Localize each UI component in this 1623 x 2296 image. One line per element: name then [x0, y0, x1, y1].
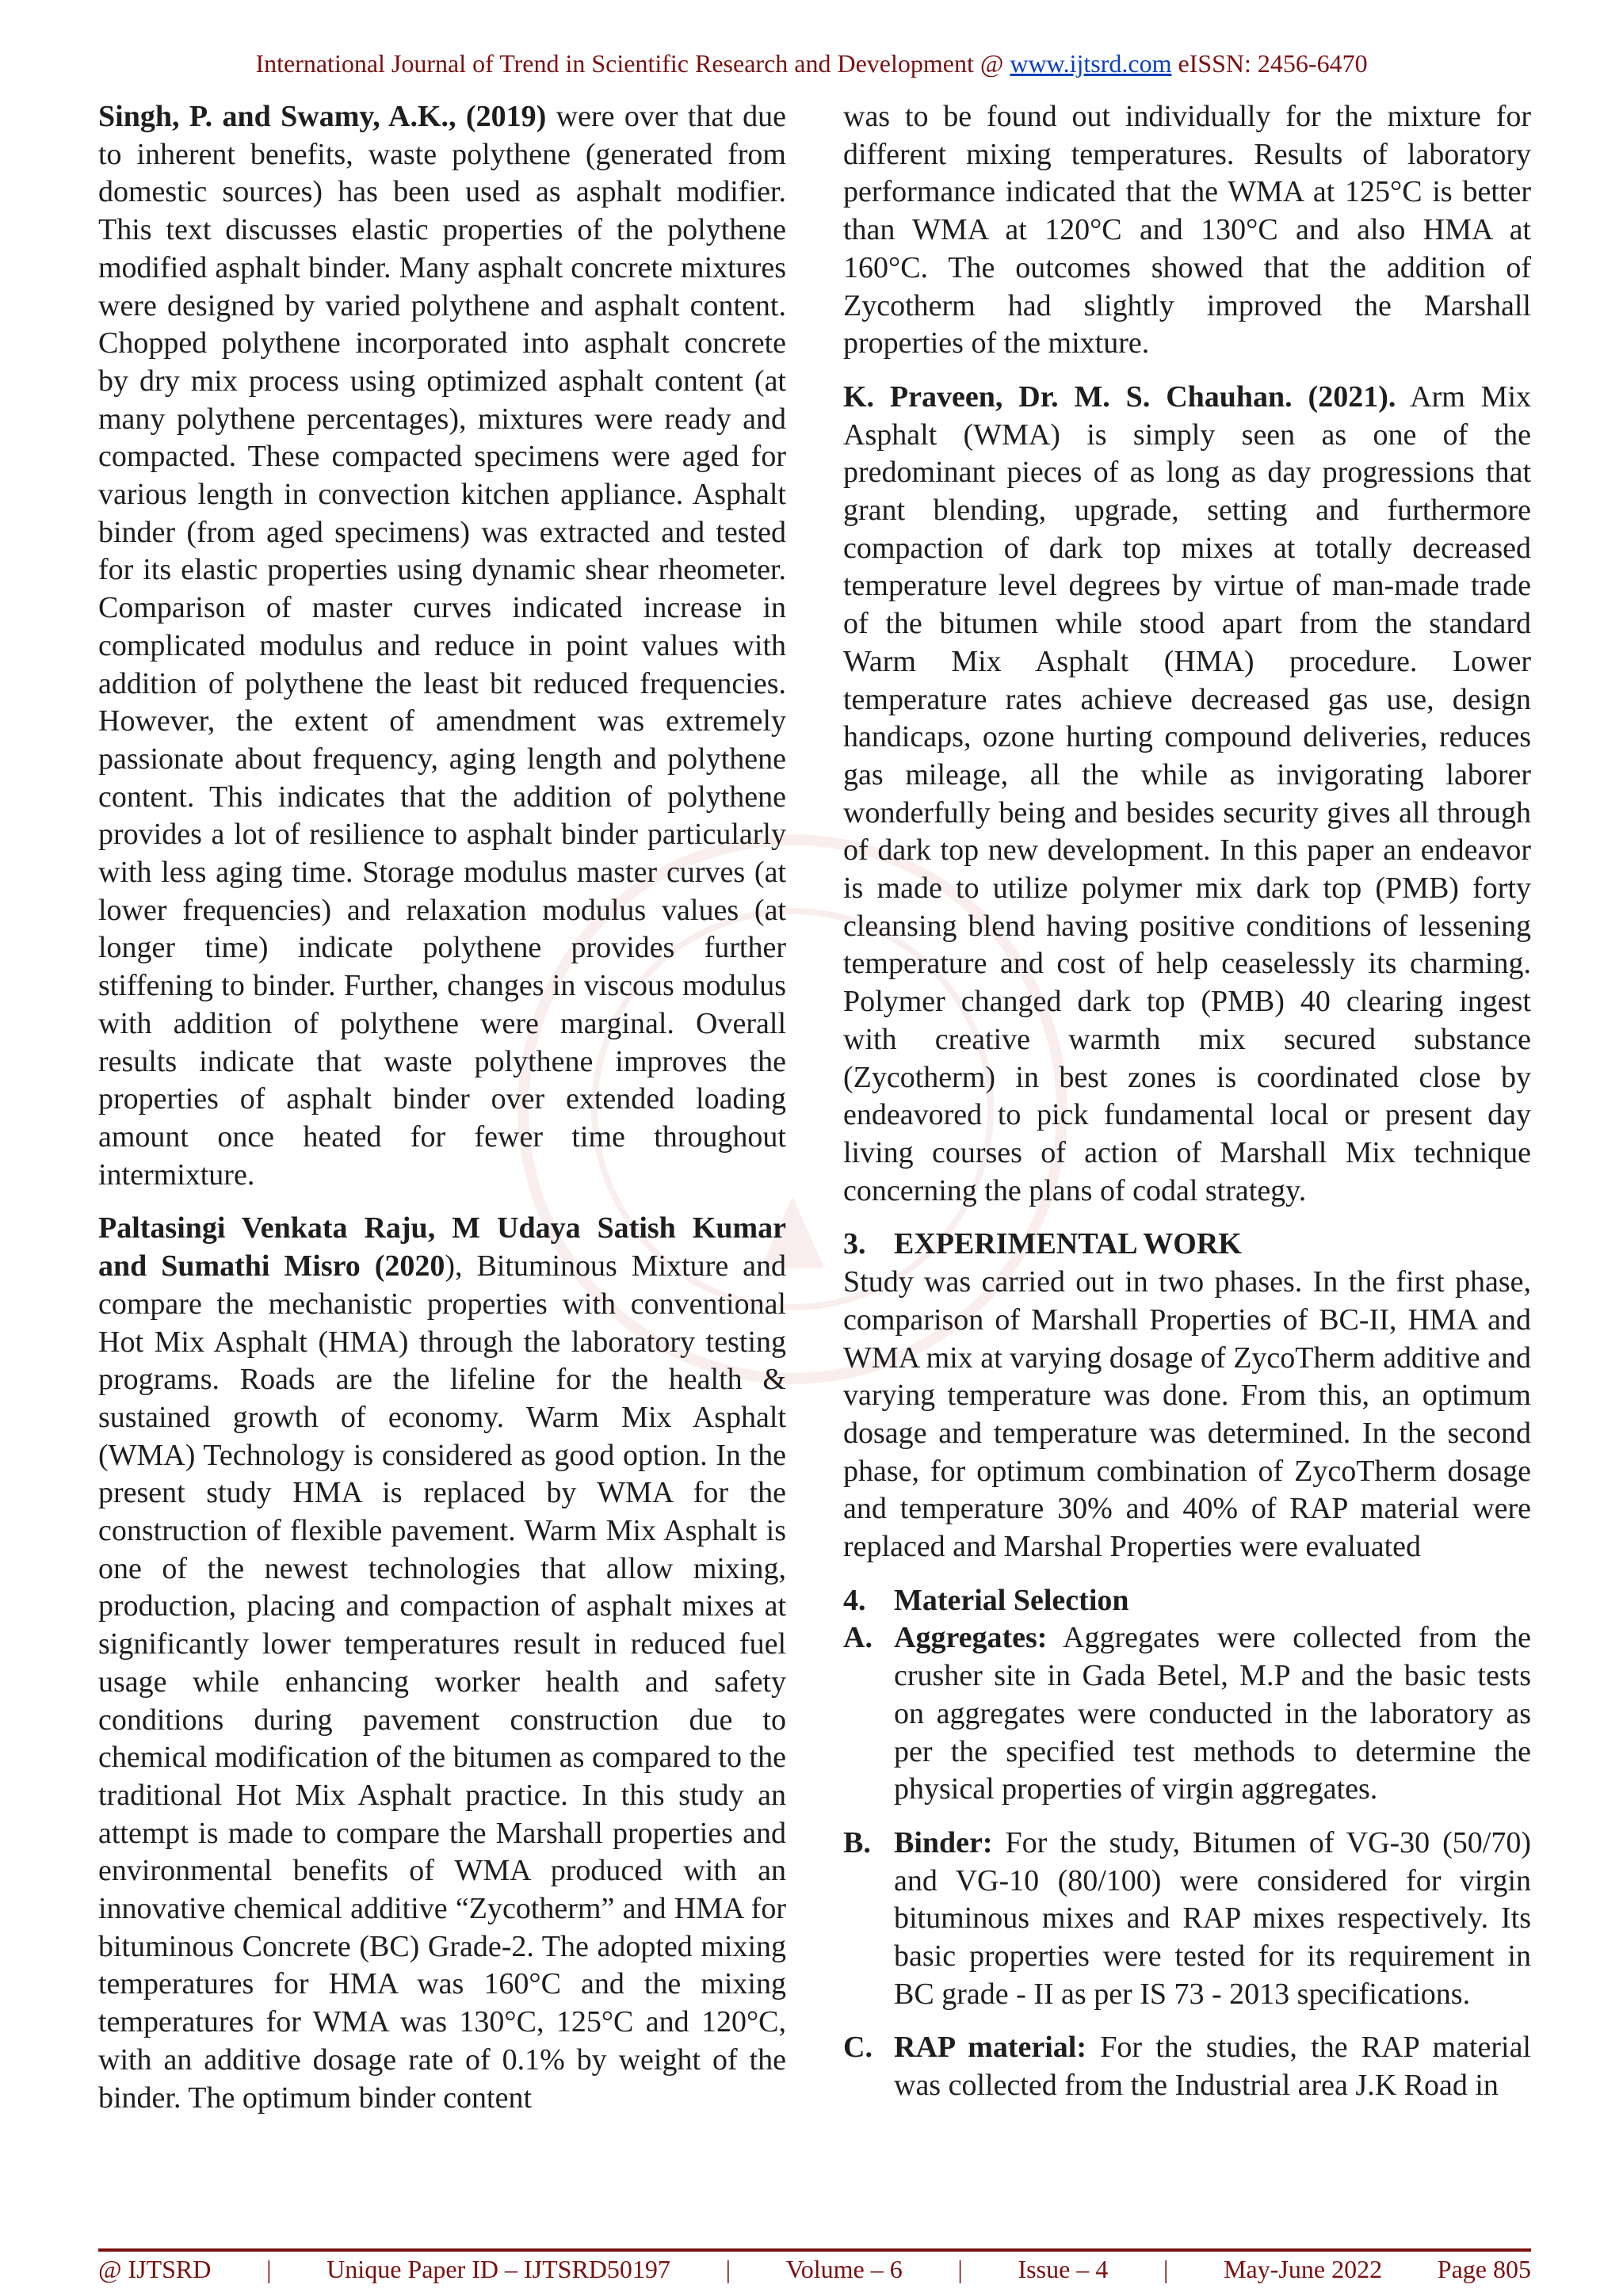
footer-paper-id: Unique Paper ID – IJTSRD50197 [327, 2255, 670, 2283]
footer-date: May-June 2022 [1224, 2255, 1383, 2283]
header-prefix: International Journal of Trend in Scientific Research and Development @ [255, 49, 1010, 78]
footer-issue: Issue – 4 [1018, 2255, 1109, 2283]
paragraph-continuation: was to be found out individually for the mixture for different mixing temperatures. Results of laboratory performance indicated that the WMA at 125°C is better than WMA at 120°C and 130°C and also HMA at 160°C. The outcomes showed that the addition of Zycotherm had slightly improved the Marshall properties of the mixture. [843, 100, 1531, 360]
footer-separator: | [725, 2255, 731, 2283]
running-header [0, 49, 1623, 78]
section-heading-material-selection [843, 1582, 1531, 1620]
citation-singh-swamy: Singh, P. and Swamy, A.K., (2019) [98, 100, 547, 133]
list-item-text: Aggregates were collected from the crusher site in Gada Betel, M.P and the basic tests on aggregates were conducted in the laboratory as per the specified test methods to determine the physical properties of virgin aggregates. [894, 1621, 1531, 1806]
list-item-body [894, 1825, 1531, 2014]
paragraph-experimental-work: Study was carried out in two phases. In the first phase, comparison of Marshall Properties of BC-II, HMA and WMA mix at varying dosage of ZycoTherm additive and varying temperature was done. From this, an optimum dosage and temperature was determined. In the second phase, for optimum combination of ZycoTherm dosage and temperature 30% and 40% of RAP material were replaced and Marshal Properties were evaluated [843, 1265, 1531, 1564]
paragraph-paltasingi [98, 1210, 786, 2117]
list-item-heading: RAP material: [894, 2031, 1087, 2065]
header-suffix: eISSN: 2456-6470 [1171, 49, 1368, 78]
list-item-label: A. [843, 1621, 873, 1655]
footer-separator: | [1163, 2255, 1169, 2283]
footer-page-number: Page 805 [1437, 2255, 1531, 2283]
section-title: EXPERIMENTAL WORK [894, 1227, 1242, 1261]
list-item-binder [843, 1825, 1531, 2014]
list-item-text: For the studies, the RAP material was collected from the Industrial area J.K Road in [894, 2031, 1531, 2103]
section-heading-experimental-work [843, 1226, 1531, 1264]
section-title: Material Selection [894, 1583, 1129, 1617]
list-item-rap-material [843, 2029, 1531, 2104]
journal-url-link[interactable]: www.ijtsrd.com [1010, 49, 1172, 78]
list-item-text: For the study, Bitumen of VG-30 (50/70) and VG-10 (80/100) were considered for virgin bituminous mixes and RAP mixes respectively. Its basic properties were tested for its requirement in BC grade - II as per IS 73 - 2013 specifications. [894, 1825, 1531, 2011]
footer-volume: Volume – 6 [785, 2255, 903, 2283]
right-column [843, 98, 1531, 2121]
footer-divider [98, 2248, 1531, 2252]
footer-separator: | [957, 2255, 963, 2283]
list-item-heading: Aggregates: [894, 1621, 1048, 1655]
paragraph-singh-swamy [98, 98, 786, 1194]
section-number: 4. [843, 1583, 866, 1617]
section-number: 3. [843, 1227, 866, 1261]
list-item-aggregates [843, 1619, 1531, 1809]
list-item-body [894, 1619, 1531, 1809]
text-singh-swamy: were over that due to inherent benefits, waste polythene (generated from domestic sources) has been used as asphalt modifier. This text discusses elastic properties of the polythene modified asphalt binder. Many asphalt concrete mixtures were designed by varied polythene and asphalt content. Chopped polythene incorporated into asphalt concrete by dry mix process using optimized asphalt content (at many polythene percentages), mixtures were ready and compacted. These compacted specimens were aged for various length in convection kitchen appliance. Asphalt binder (from aged specimens) was extracted and tested for its elastic properties using dynamic shear rheometer. Comparison of master curves indicated increase in complicated modulus and reduce in point values with addition of polythene the least bit reduced frequencies. However, the extent of amendment was extremely passionate about frequency, aging length and polythene content. This indicates that the addition of polythene provides a lot of resilience to asphalt binder particularly with less aging time. Storage modulus master curves (at lower frequencies) and relaxation modulus values (at longer time) indicate polythene provides further stiffening to binder. Further, changes in viscous modulus with addition of polythene were marginal. Overall results indicate that waste polythene improves the properties of asphalt binder over extended loading amount once heated for fewer time throughout intermixture. [98, 100, 787, 1192]
citation-praveen: K. Praveen, Dr. M. S. Chauhan. (2021). [843, 379, 1396, 414]
list-item-label: B. [843, 1825, 871, 1859]
list-item-heading: Binder: [894, 1825, 993, 1859]
footer-journal: @ IJTSRD [98, 2255, 212, 2283]
text-paltasingi: ), Bituminous Mixture and compare the mechanistic properties with conventional Hot Mix Asphalt (HMA) through the laboratory testing programs. Roads are the lifeline for the health & sustained growth of economy. Warm Mix Asphalt (WMA) Technology is considered as good option. In the present study HMA is replaced by WMA for the construction of flexible pavement. Warm Mix Asphalt is one of the newest technologies that allow mixing, production, placing and compaction of asphalt mixes at significantly lower temperatures result in reduced fuel usage while enhancing worker health and safety conditions during pavement construction due to chemical modification of the bitumen as compared to the traditional Hot Mix Asphalt practice. In this study an attempt is made to compare the Marshall properties and environmental benefits of WMA produced with an innovative chemical additive “Zycotherm” and HMA for bituminous Concrete (BC) Grade-2. The adopted mixing temperatures for HMA was 160°C and the mixing temperatures for WMA was 130°C, 125°C and 120°C, with an additive dosage rate of 0.1% by weight of the binder. The optimum binder content [98, 1249, 786, 2115]
footer-separator: | [266, 2255, 272, 2283]
text-praveen: Arm Mix Asphalt (WMA) is simply seen as one of the predominant pieces of as long as day progressions that grant blending, upgrade, setting and furthermore compaction of dark top mixes at totally decreased temperature level degrees by virtue of man-made trade of the bitumen while stood apart from the standard Warm Mix Asphalt (HMA) procedure. Lower temperature rates achieve decreased gas use, design handicaps, ozone hurting compound deliveries, reduces gas mileage, all the while as invigorating laborer wonderfully being and besides security gives all through of dark top new development. In this paper an endeavor is made to utilize polymer mix dark top (PMB) forty cleansing blend having positive conditions of lessening temperature and cost of help ceaselessly its charming. Polymer changed dark top (PMB) 40 clearing ingest with creative warmth mix secured substance (Zycotherm) in best zones is coordinated close by endeavored to pick fundamental local or present day living courses of action of Marshall Mix technique concerning the plans of codal strategy. [843, 379, 1532, 1207]
list-item-label: C. [843, 2031, 873, 2065]
list-item-body [894, 2029, 1531, 2104]
left-column [98, 98, 786, 2117]
citation-paltasingi: Paltasingi Venkata Raju, M Udaya Satish Kumar and Sumathi Misro (2020 [98, 1211, 786, 1283]
paragraph-praveen [843, 379, 1531, 1210]
running-footer [98, 2255, 1531, 2284]
